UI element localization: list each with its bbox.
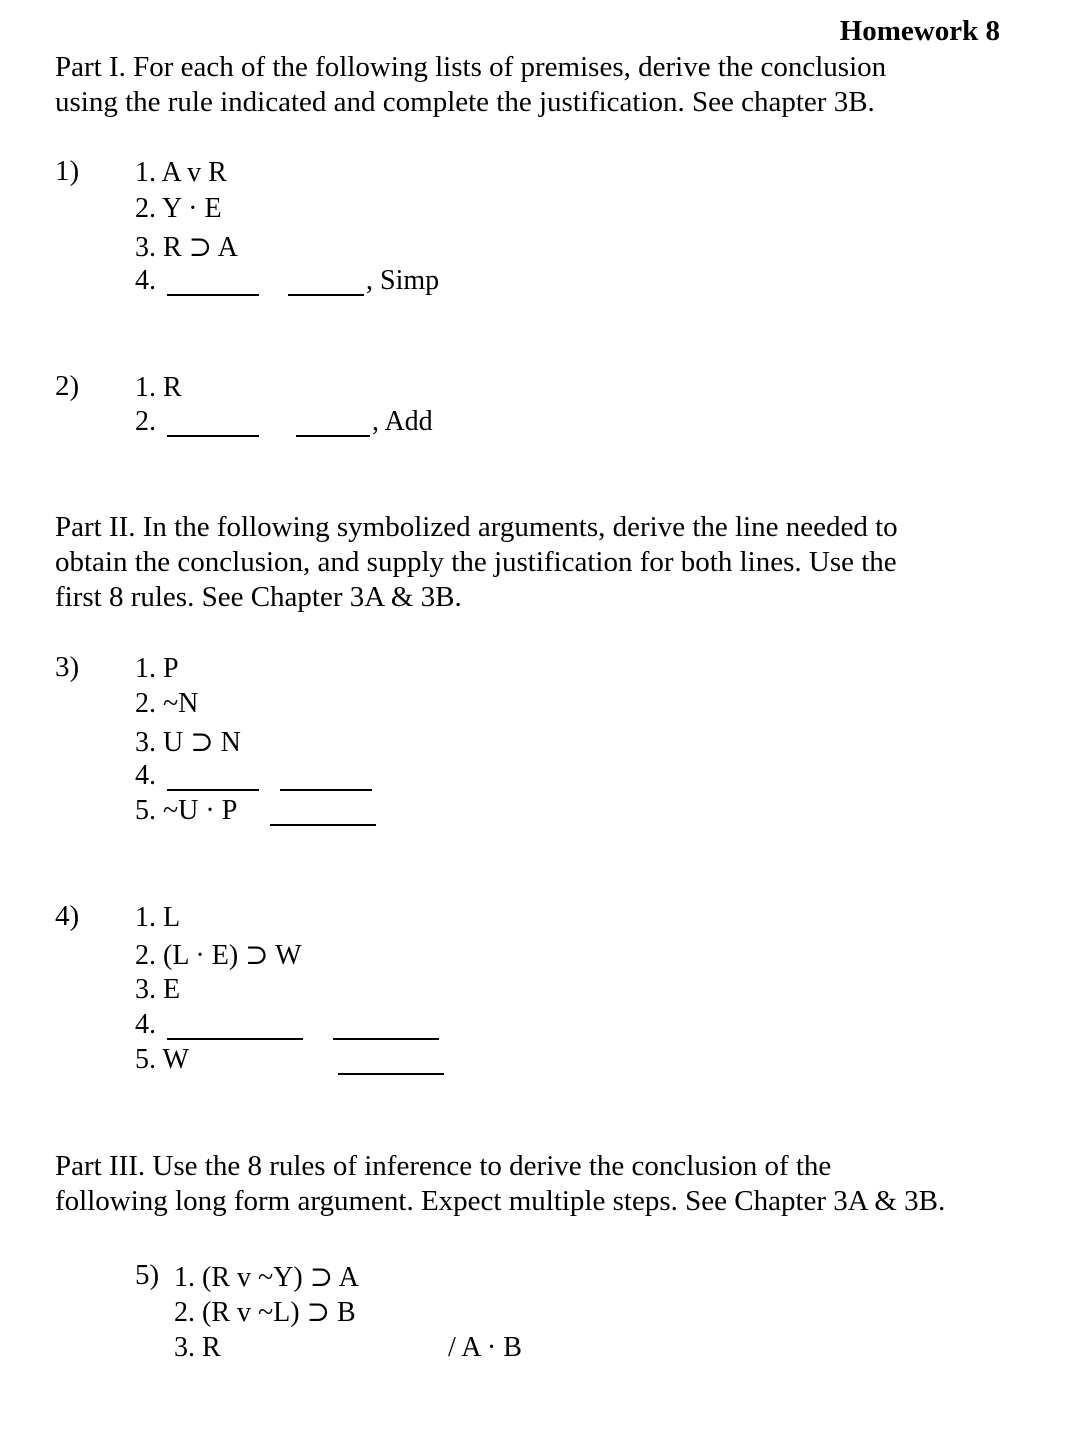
problem-3-line-5: 5. ~U · P	[135, 795, 238, 826]
problem-2-line-1: 1. R	[135, 372, 182, 403]
problem-3-line4-justification-blank[interactable]	[280, 789, 372, 791]
problem-1-line-4: 4.	[135, 265, 156, 296]
problem-2-number: 2)	[55, 370, 80, 402]
part2-instructions-line1: Part II. In the following symbolized arguments, derive the line needed to	[55, 511, 898, 543]
problem-4-line-2: 2. (L · E) ⊃ W	[135, 940, 302, 971]
problem-4-line-4: 4.	[135, 1009, 156, 1040]
problem-1-answer-blank[interactable]	[167, 294, 259, 296]
problem-4-line-1: 1. L	[135, 902, 181, 933]
problem-5-line-2: 2. (R v ~L) ⊃ B	[174, 1297, 356, 1328]
problem-4-line4-justification-blank[interactable]	[333, 1038, 439, 1040]
part1-instructions	[55, 50, 1015, 120]
page-title: Homework 8	[839, 15, 1000, 47]
problem-1-line-3: 3. R ⊃ A	[135, 232, 238, 263]
part3-instructions-line2: following long form argument. Expect multiple steps. See Chapter 3A & 3B.	[55, 1185, 946, 1217]
problem-1-line-2: 2. Y · E	[135, 193, 222, 224]
problem-2-justification-blank[interactable]	[296, 435, 370, 437]
problem-3-line5-justification-blank[interactable]	[270, 824, 376, 826]
part3-instructions-line1: Part III. Use the 8 rules of inference to derive the conclusion of the	[55, 1150, 832, 1182]
problem-4-line-3: 3. E	[135, 974, 181, 1005]
problem-3-line4-answer-blank[interactable]	[167, 789, 259, 791]
part3-instructions	[55, 1149, 1015, 1219]
part2-instructions-line3: first 8 rules. See Chapter 3A & 3B.	[55, 581, 462, 613]
problem-2-answer-blank[interactable]	[167, 435, 259, 437]
problem-4-line5-justification-blank[interactable]	[338, 1073, 444, 1075]
problem-5-number: 5)	[135, 1259, 160, 1291]
part2-instructions	[55, 510, 1015, 615]
problem-4-number: 4)	[55, 900, 80, 932]
problem-3-line-4: 4.	[135, 760, 156, 791]
part1-instructions-line1: Part I. For each of the following lists of premises, derive the conclusion	[55, 51, 887, 83]
problem-3-line-3: 3. U ⊃ N	[135, 727, 241, 758]
problem-5-line-1: 1. (R v ~Y) ⊃ A	[174, 1262, 359, 1293]
part1-instructions-line2: using the rule indicated and complete the justification. See chapter 3B.	[55, 86, 875, 118]
problem-4-line-5: 5. W	[135, 1044, 189, 1075]
part2-instructions-line2: obtain the conclusion, and supply the justification for both lines. Use the	[55, 546, 897, 578]
problem-3-line-2: 2. ~N	[135, 688, 199, 719]
problem-1-justification-blank[interactable]	[288, 294, 364, 296]
problem-1-number: 1)	[55, 155, 80, 187]
problem-1-line-1: 1. A v R	[135, 157, 227, 188]
problem-4-line4-answer-blank[interactable]	[167, 1038, 303, 1040]
problem-2-rule: , Add	[372, 406, 433, 437]
problem-3-number: 3)	[55, 651, 80, 683]
problem-3-line-1: 1. P	[135, 653, 179, 684]
problem-5-line-3: 3. R	[174, 1332, 221, 1363]
problem-2-line-2: 2.	[135, 406, 156, 437]
problem-1-rule: , Simp	[366, 265, 440, 296]
problem-5-conclusion: / A · B	[448, 1332, 522, 1363]
